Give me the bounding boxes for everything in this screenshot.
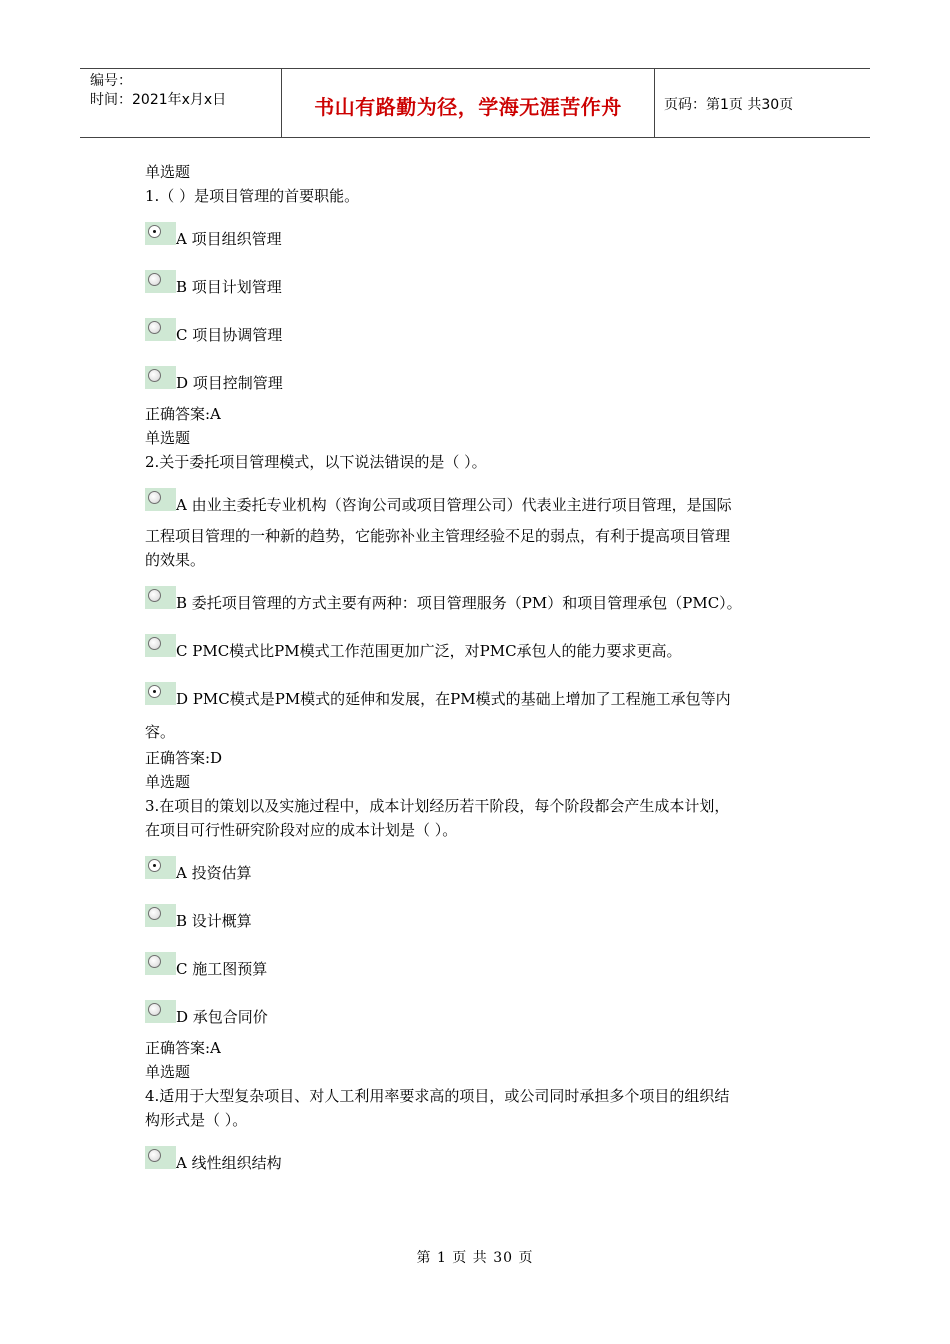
quiz-content (145, 160, 810, 1180)
option-a[interactable] (145, 488, 810, 572)
option-label: C 施工图预算 (176, 960, 268, 978)
radio-icon[interactable] (145, 366, 176, 389)
question-type: 单选题 (145, 429, 191, 447)
page-footer: 第 1 页 共 30 页 (416, 1250, 534, 1266)
option-label: A 投资估算 (176, 864, 252, 882)
option-d[interactable] (145, 1000, 810, 1034)
option-label: A 项目组织管理 (176, 230, 282, 248)
question-text-continued: 在项目可行性研究阶段对应的成本计划是（ ）。 (145, 821, 458, 839)
radio-selected-icon[interactable] (145, 682, 176, 705)
correct-answer: 正确答案:A (145, 405, 221, 423)
correct-answer: 正确答案:D (145, 749, 223, 767)
radio-icon[interactable] (145, 270, 176, 293)
option-d[interactable] (145, 682, 810, 744)
option-c[interactable] (145, 318, 810, 352)
question-4 (145, 1060, 810, 1180)
question-1 (145, 160, 810, 426)
option-label: B 委托项目管理的方式主要有两种：项目管理服务（PM）和项目管理承包（PMC）。 (176, 594, 742, 612)
option-b[interactable] (145, 586, 810, 620)
question-2 (145, 426, 810, 770)
header-motto: 书山有路勤为径，学海无涯苦作舟 (314, 95, 622, 119)
option-b[interactable] (145, 904, 810, 938)
option-label: A 线性组织结构 (176, 1154, 282, 1172)
option-label-continued: 容。 (145, 723, 176, 741)
option-c[interactable] (145, 634, 810, 668)
radio-icon[interactable] (145, 1000, 176, 1023)
radio-selected-icon[interactable] (145, 856, 176, 879)
question-3 (145, 770, 810, 1060)
time-label: 时间：2021年x月x日 (90, 92, 227, 108)
radio-icon[interactable] (145, 586, 176, 609)
option-label: D 项目控制管理 (176, 374, 283, 392)
option-label: B 项目计划管理 (176, 278, 282, 296)
radio-icon[interactable] (145, 318, 176, 341)
number-label: 编号： (90, 73, 132, 89)
option-a[interactable] (145, 856, 810, 890)
option-a[interactable] (145, 222, 810, 256)
correct-answer: 正确答案:A (145, 1039, 221, 1057)
option-d[interactable] (145, 366, 810, 400)
question-text-continued: 构形式是（ ）。 (145, 1111, 248, 1129)
option-label: C 项目协调管理 (176, 326, 283, 344)
radio-icon[interactable] (145, 634, 176, 657)
question-type: 单选题 (145, 1063, 191, 1081)
question-type: 单选题 (145, 163, 191, 181)
radio-icon[interactable] (145, 952, 176, 975)
header-page-label: 页码：第1页 共30页 (664, 97, 794, 113)
question-text: 3.在项目的策划以及实施过程中，成本计划经历若干阶段，每个阶段都会产生成本计划， (145, 797, 730, 815)
option-label-continued: 工程项目管理的一种新的趋势，它能弥补业主管理经验不足的弱点，有利于提高项目管理 (145, 527, 731, 545)
option-label: B 设计概算 (176, 912, 252, 930)
header-divider (654, 69, 655, 137)
option-label-continued: 的效果。 (145, 551, 206, 569)
question-text: 2.关于委托项目管理模式，以下说法错误的是（ ）。 (145, 453, 487, 471)
radio-selected-icon[interactable] (145, 222, 176, 245)
question-text: 4.适用于大型复杂项目、对人工利用率要求高的项目，或公司同时承担多个项目的组织结 (145, 1087, 730, 1105)
option-label: A 由业主委托专业机构（咨询公司或项目管理公司）代表业主进行项目管理，是国际 (176, 496, 732, 514)
option-b[interactable] (145, 270, 810, 304)
header-meta (90, 72, 226, 110)
page-header (80, 68, 870, 138)
radio-icon[interactable] (145, 904, 176, 927)
option-a[interactable] (145, 1146, 810, 1180)
radio-icon[interactable] (145, 1146, 176, 1169)
option-label: C PMC模式比PM模式工作范围更加广泛，对PMC承包人的能力要求更高。 (176, 642, 682, 660)
question-text: 1.（ ）是项目管理的首要职能。 (145, 187, 360, 205)
option-label: D PMC模式是PM模式的延伸和发展，在PM模式的基础上增加了工程施工承包等内 (176, 690, 731, 708)
radio-icon[interactable] (145, 488, 176, 511)
option-label: D 承包合同价 (176, 1008, 268, 1026)
question-type: 单选题 (145, 773, 191, 791)
option-c[interactable] (145, 952, 810, 986)
